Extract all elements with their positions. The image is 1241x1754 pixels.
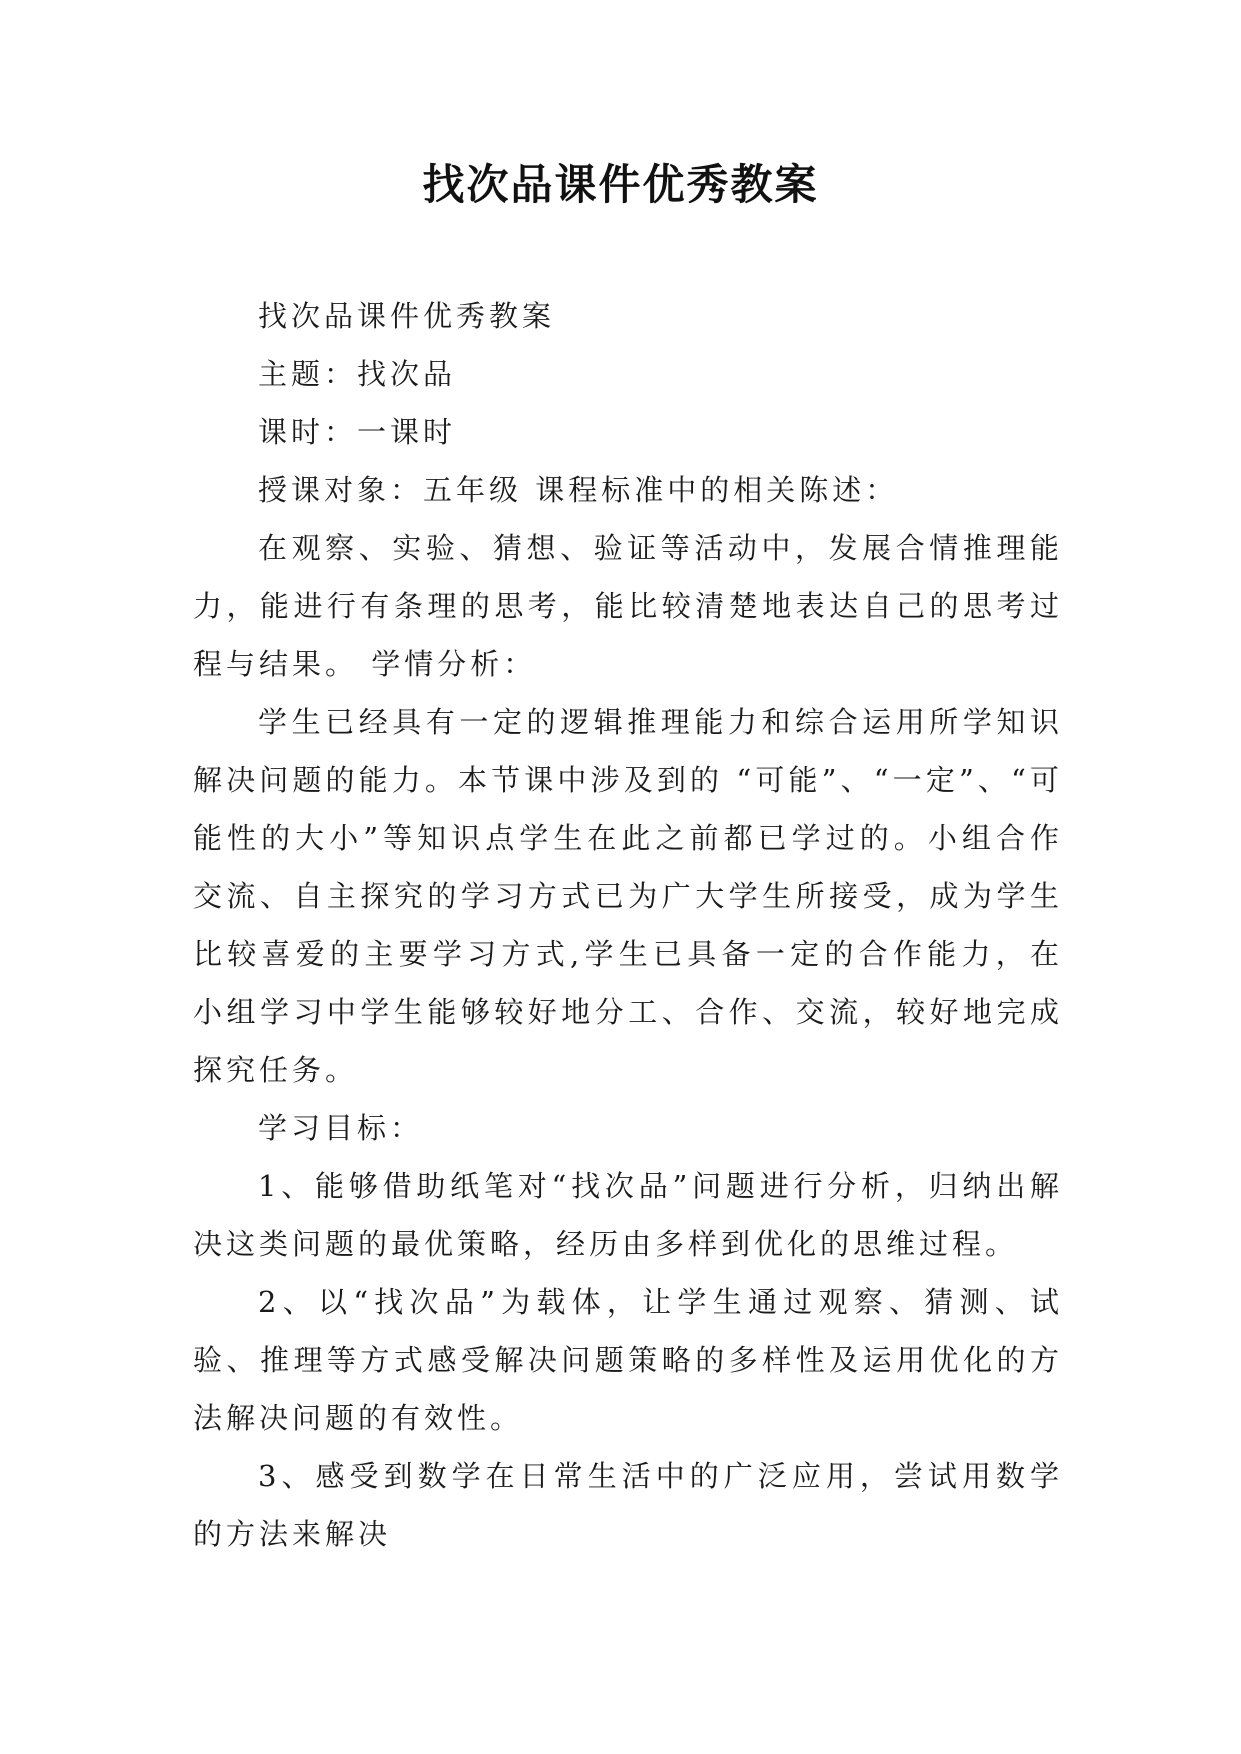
paragraph-learner-analysis: 学生已经具有一定的逻辑推理能力和综合运用所学知识解决问题的能力。本节课中涉及到的 “可能”、“一定”、“可能性的大小”等知识点学生在此之前都已学过的。小组合作交流、自主探究的学习方式已为广大学生所接受，成为学生比较喜爱的主要学习方式,学生已具备一定的合作能力，在小组学习中学生能够较好地分工、合作、交流，较好地完成探究任务。 — [193, 705, 1063, 1087]
document-title: 找次品课件优秀教案 — [422, 160, 819, 209]
paragraph-class-hours: 课时：一课时 — [258, 415, 457, 449]
paragraph-heading-repeat: 找次品课件优秀教案 — [258, 299, 556, 333]
paragraph-objective-1: 1、能够借助纸笔对“找次品”问题进行分析，归纳出解决这类问题的最优策略，经历由多样到优化的思维过程。 — [193, 1169, 1063, 1261]
paragraph-standards: 在观察、实验、猜想、验证等活动中，发展合情推理能力，能进行有条理的思考，能比较清楚地表达自己的思考过程与结果。 学情分析： — [193, 531, 1063, 681]
document-body — [193, 287, 1063, 1563]
paragraph-audience: 授课对象：五年级 课程标准中的相关陈述： — [258, 473, 899, 507]
paragraph-objective-3: 3、感受到数学在日常生活中的广泛应用，尝试用数学的方法来解决 — [193, 1459, 1063, 1551]
paragraph-topic: 主题：找次品 — [258, 357, 457, 391]
paragraph-objective-2: 2、以“找次品”为载体，让学生通过观察、猜测、试验、推理等方式感受解决问题策略的多样性及运用优化的方法解决问题的有效性。 — [193, 1285, 1063, 1435]
paragraph-objectives-heading: 学习目标： — [258, 1111, 424, 1145]
